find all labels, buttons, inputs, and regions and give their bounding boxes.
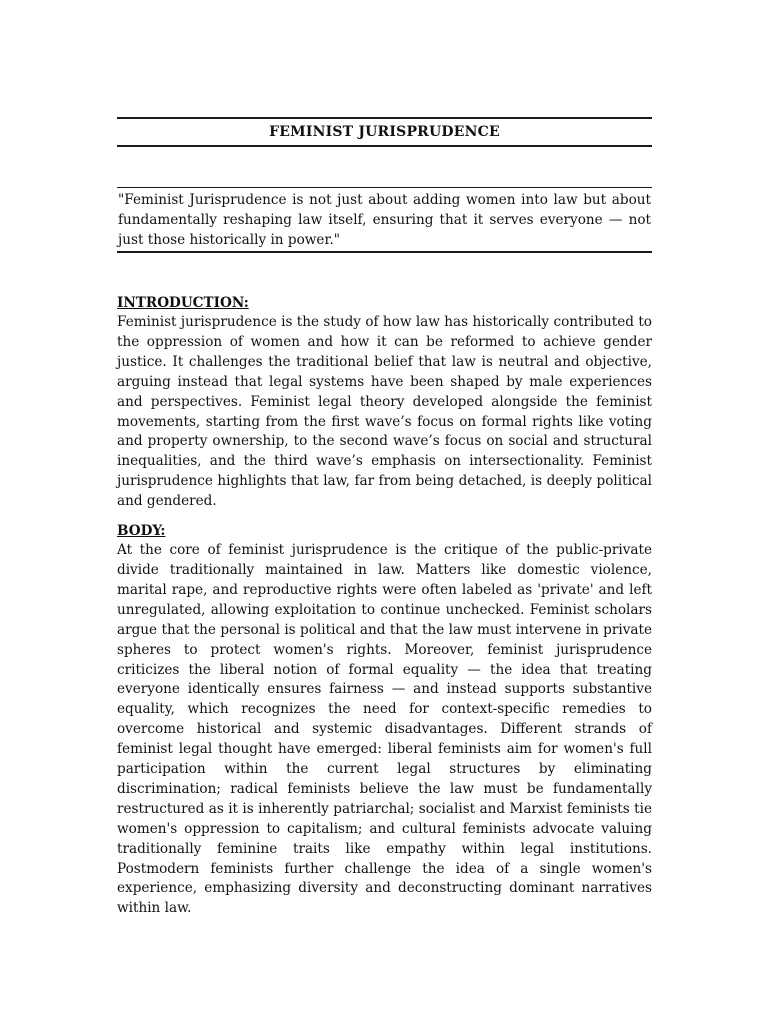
document-page	[117, 117, 652, 919]
document-title: FEMINIST JURISPRUDENCE	[269, 124, 500, 140]
introduction-heading: INTRODUCTION:	[117, 295, 249, 311]
body-heading: BODY:	[117, 523, 166, 540]
epigraph-quote: "Feminist Jurisprudence is not just about adding women into law but about fundamentally reshaping law itself, ensuring that it serves everyone — not just those historically in power."	[118, 192, 651, 248]
body-paragraph: At the core of feminist jurisprudence is the critique of the public-private divide traditionally maintained in law. Matters like domestic violence, marital rape, and reproductive rights were often labeled as 'private' and left unregulated, allowing exploitation to continue unchecked. Feminist scholars argue that the personal is political and that the law must intervene in private spheres to protect women's rights. Moreover, feminist jurisprudence criticizes the liberal notion of formal equality — the idea that treating everyone identically ensures fairness — and instead supports substantive equality, which recognizes the need for context-specific remedies to overcome historical and systemic disadvantages. Different strands of feminist legal thought have emerged: liberal feminists aim for women's full participation within the current legal structures by eliminating discrimination; radical feminists believe the law must be fundamentally restructured as it is inherently patriarchal; socialist and Marxist feminists tie women's oppression to capitalism; and cultural feminists advocate valuing traditionally feminine traits like empathy within legal institutions. Postmodern feminists further challenge the idea of a single women's experience, emphasizing diversity and deconstructing dominant narratives within law.	[117, 542, 652, 917]
title-box	[117, 117, 652, 147]
quote-box	[117, 187, 652, 253]
introduction-paragraph: Feminist jurisprudence is the study of how law has historically contributed to the oppression of women and how it can be reformed to achieve gender justice. It challenges the traditional belief that law is neutral and objective, arguing instead that legal systems have been shaped by male experiences and perspectives. Feminist legal theory developed alongside the feminist movements, starting from the first wave’s focus on formal rights like voting and property ownership, to the second wave’s focus on social and structural inequalities, and the third wave’s emphasis on intersectionality. Feminist jurisprudence highlights that law, far from being detached, is deeply political and gendered.	[117, 314, 652, 510]
